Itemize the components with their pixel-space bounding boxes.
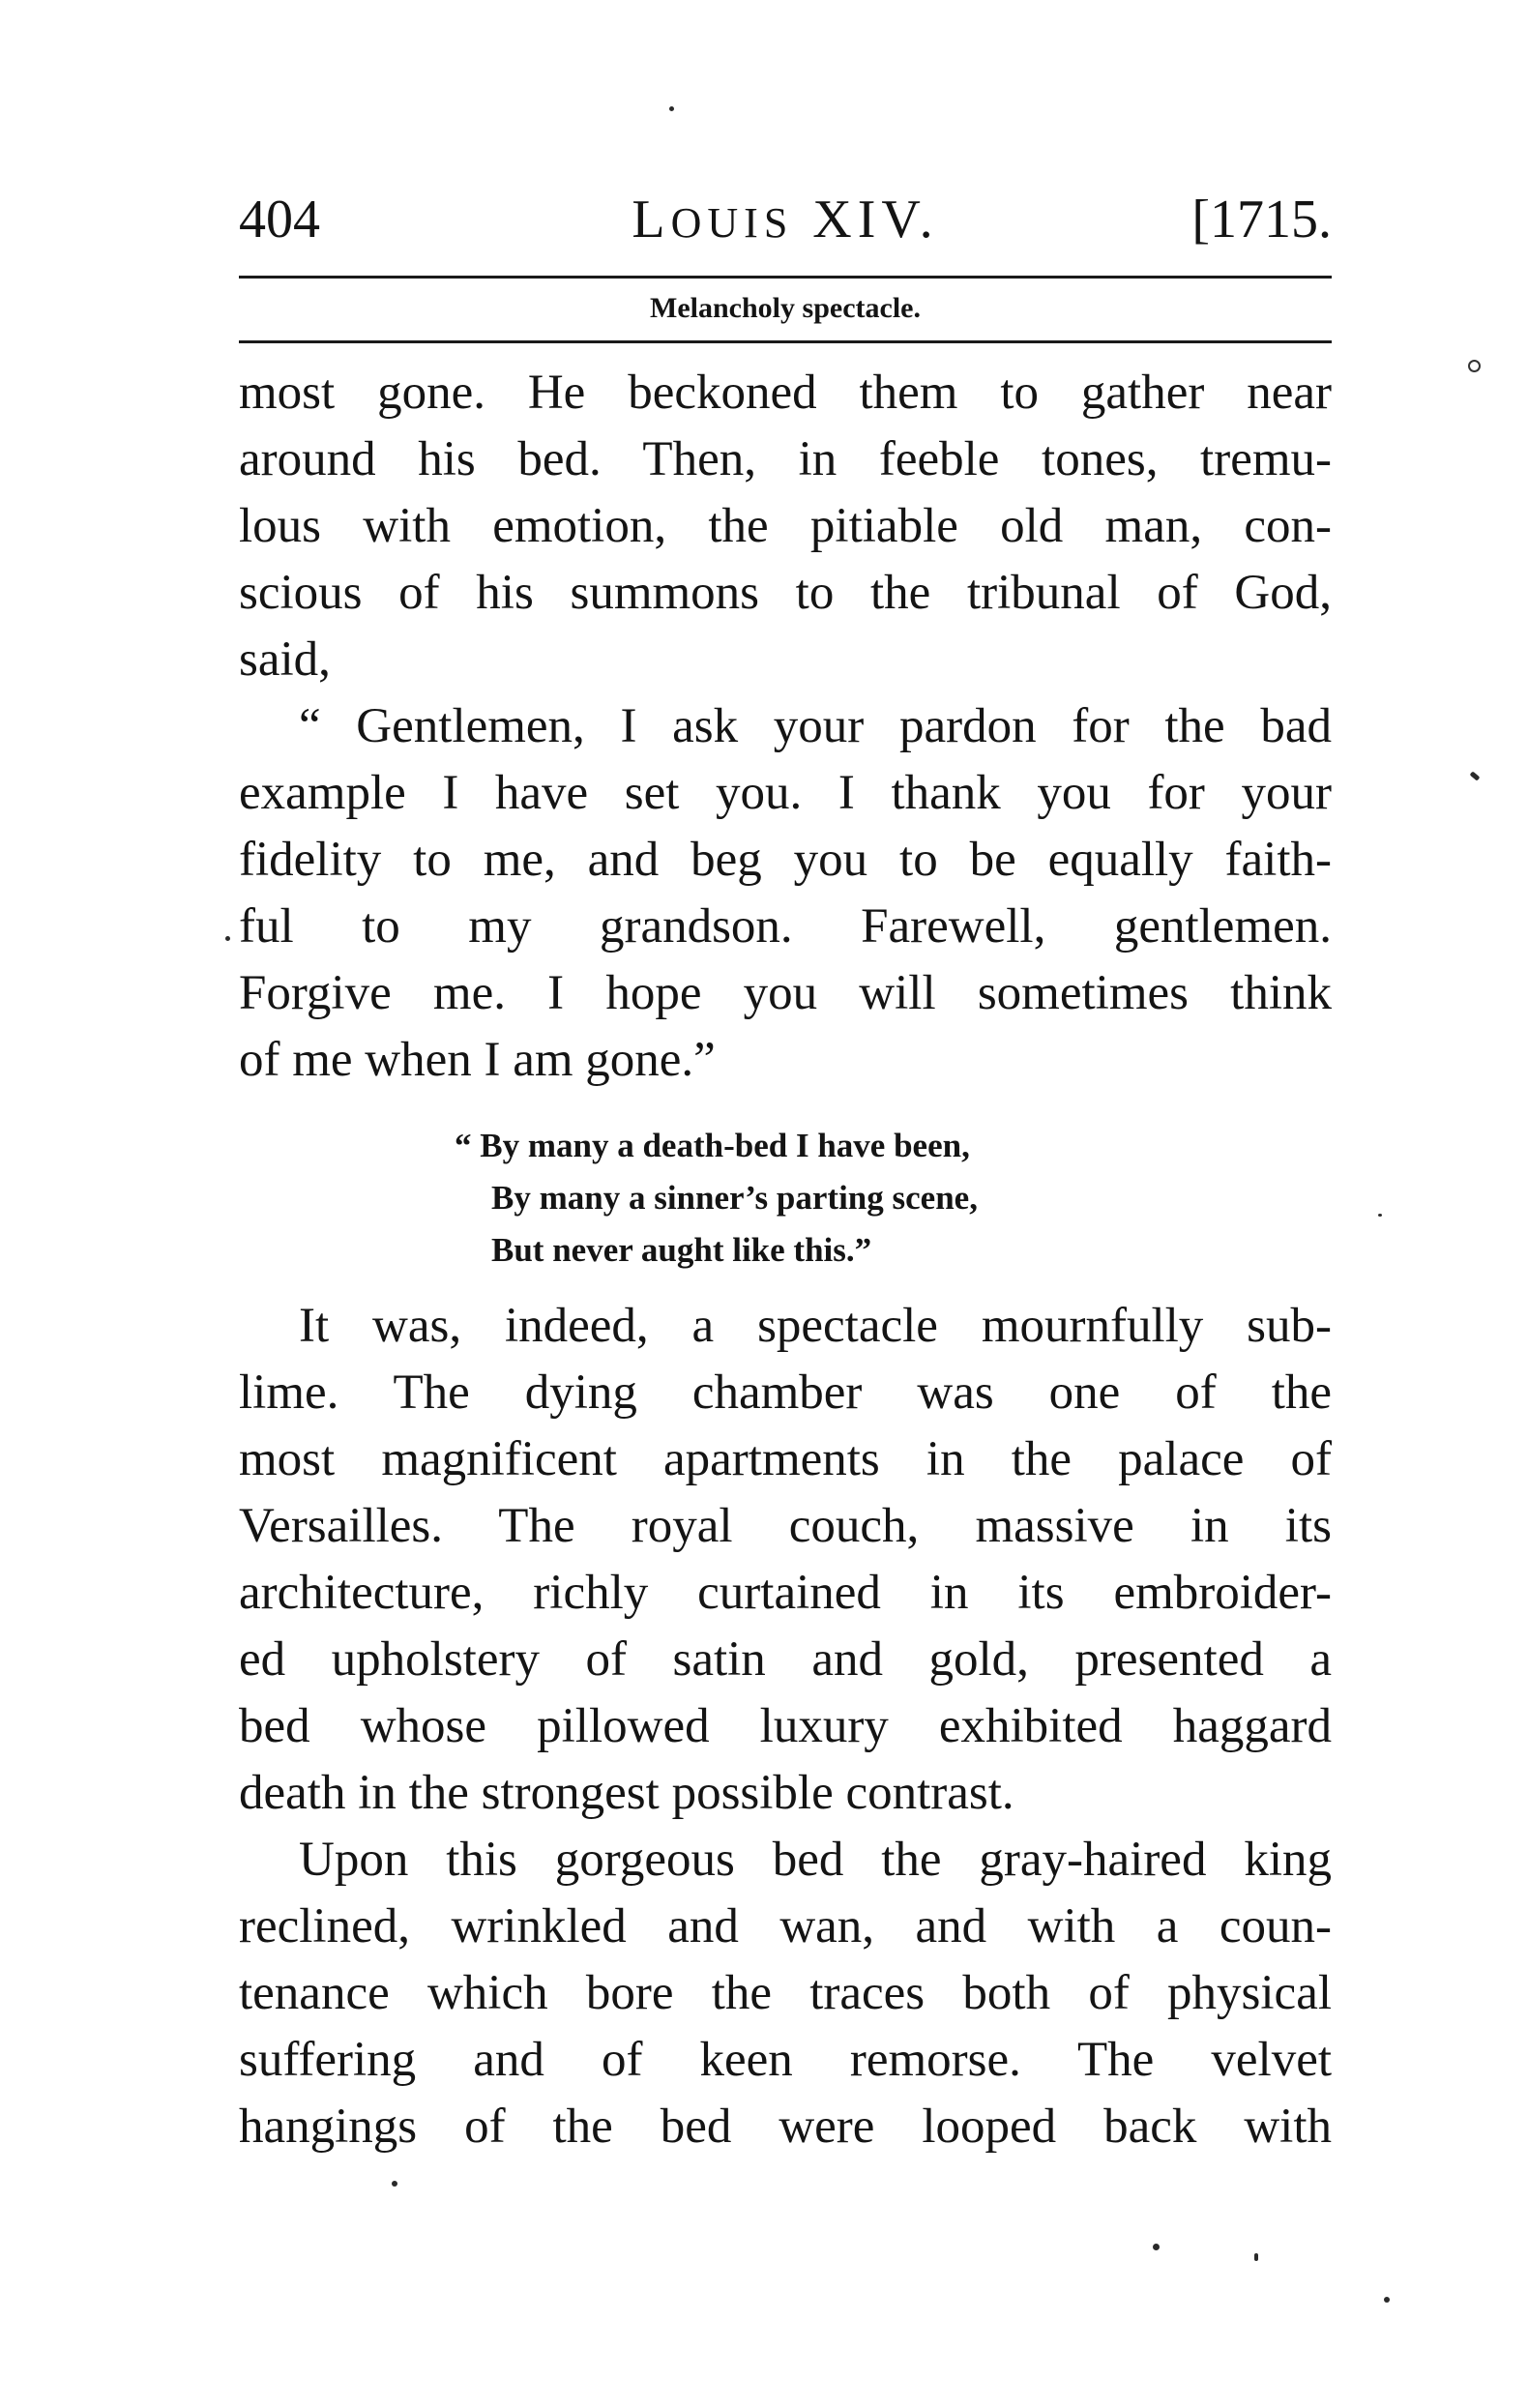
text-line: example I have set you. I thank you for your: [239, 766, 1332, 820]
section-subhead: Melancholy spectacle.: [650, 292, 921, 324]
scan-speck: [1378, 1214, 1382, 1217]
title-initial: L: [632, 190, 671, 250]
text-line: tenance which bore the traces both of physical: [239, 1966, 1332, 2020]
text-line: lime. The dying chamber was one of the: [239, 1366, 1332, 1420]
text-line: It was, indeed, a spectacle mournfully sub-: [299, 1299, 1332, 1353]
text-line: suffering and of keen remorse. The velvet: [239, 2033, 1332, 2087]
scan-speck: [392, 2181, 397, 2187]
scan-speck: [669, 106, 674, 111]
text-line: Versailles. The royal couch, massive in its: [239, 1499, 1332, 1553]
text-line: bed whose pillowed luxury exhibited haggard: [239, 1699, 1332, 1753]
scan-speck: [1384, 2297, 1390, 2303]
running-head: [239, 186, 1332, 253]
title-numeral: XIV.: [812, 190, 939, 250]
scan-speck: [1153, 2244, 1160, 2250]
text-line: said,: [239, 632, 331, 687]
text-line: hangings of the bed were looped back with: [239, 2100, 1332, 2154]
text-line: reclined, wrinkled and wan, and with a coun-: [239, 1899, 1332, 1953]
running-year: [1715.: [1191, 190, 1332, 250]
scan-speck: [1470, 771, 1481, 780]
text-line: Upon this gorgeous bed the gray-haired king: [299, 1833, 1332, 1887]
running-title: [239, 186, 1332, 257]
header-rule-bottom: [239, 340, 1332, 343]
text-line: “ Gentlemen, I ask your pardon for the bad: [299, 699, 1332, 753]
scan-speck: [225, 936, 230, 941]
text-line: fidelity to me, and beg you to be equally faith-: [239, 833, 1332, 887]
text-block-upper: [239, 360, 1332, 1094]
text-line: of me when I am gone.”: [239, 1033, 716, 1087]
verse-quotation: [455, 1120, 978, 1277]
text-line: architecture, richly curtained in its embroider-: [239, 1566, 1332, 1620]
text-line: most gone. He beckoned them to gather near: [239, 366, 1332, 420]
text-line: lous with emotion, the pitiable old man, con-: [239, 499, 1332, 553]
page-number: 404: [239, 190, 320, 250]
verse-line: But never aught like this.”: [491, 1231, 872, 1269]
verse-line: “ By many a death-bed I have been,: [455, 1127, 970, 1164]
header-rule-top: [239, 276, 1332, 279]
verse-line: By many a sinner’s parting scene,: [491, 1179, 978, 1217]
text-line: death in the strongest possible contrast.: [239, 1766, 1014, 1820]
scan-speck: [1468, 360, 1481, 372]
text-line: ed upholstery of satin and gold, presented a: [239, 1632, 1332, 1687]
text-line: ful to my grandson. Farewell, gentlemen.: [239, 899, 1332, 954]
scan-speck: [1254, 2253, 1258, 2261]
title-smallcaps: OUIS: [670, 199, 794, 247]
text-line: scious of his summons to the tribunal of God,: [239, 566, 1332, 620]
text-line: most magnificent apartments in the palace of: [239, 1432, 1332, 1486]
text-line: Forgive me. I hope you will sometimes think: [239, 966, 1332, 1020]
text-block-lower: [239, 1293, 1332, 2160]
text-line: around his bed. Then, in feeble tones, tremu-: [239, 432, 1332, 486]
